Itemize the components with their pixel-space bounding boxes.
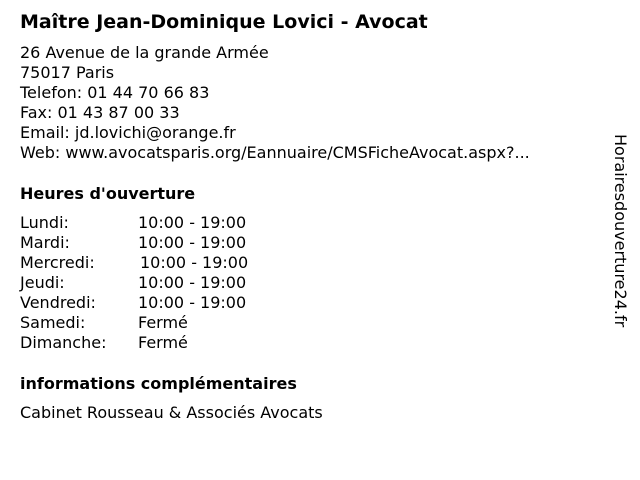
day-label: Vendredi: (20, 293, 96, 312)
email-label: Email: (20, 123, 75, 142)
hours-row-wednesday (20, 253, 248, 273)
day-hours: 10:00 - 19:00 (138, 213, 247, 232)
day-label: Mardi: (20, 233, 70, 252)
phone-line: Telefon: 01 44 70 66 83 (20, 83, 210, 102)
info-text: Cabinet Rousseau & Associés Avocats (20, 403, 323, 422)
page-title: Maître Jean-Dominique Lovici - Avocat (20, 11, 428, 33)
hours-row-sunday (20, 333, 248, 353)
address-street: 26 Avenue de la grande Armée (20, 43, 269, 62)
day-label: Jeudi: (20, 273, 65, 292)
day-hours: 10:00 - 19:00 (138, 293, 247, 312)
day-label: Samedi: (20, 313, 86, 332)
day-label: Mercredi: (20, 253, 95, 272)
day-hours: 10:00 - 19:00 (138, 273, 247, 292)
contact-block (20, 43, 530, 163)
day-label: Lundi: (20, 213, 69, 232)
web-line (20, 143, 530, 163)
day-label: Dimanche: (20, 333, 107, 352)
day-hours: Fermé (138, 313, 188, 332)
hours-row-saturday (20, 313, 248, 333)
web-link[interactable]: www.avocatsparis.org/Eannuaire/CMSFicheAvocat.aspx?... (65, 143, 530, 162)
hours-table (20, 213, 248, 353)
day-hours: 10:00 - 19:00 (138, 233, 247, 252)
hours-heading: Heures d'ouverture (20, 184, 196, 203)
site-watermark: Horairesdouverture24.fr (611, 134, 630, 328)
web-label: Web: (20, 143, 66, 162)
email-line (20, 123, 530, 143)
info-heading: informations complémentaires (20, 374, 297, 393)
fax-line: Fax: 01 43 87 00 33 (20, 103, 180, 122)
hours-row-friday (20, 293, 248, 313)
hours-row-monday (20, 213, 248, 233)
hours-row-tuesday (20, 233, 248, 253)
day-hours: 10:00 - 19:00 (140, 253, 249, 272)
email-link[interactable]: jd.lovichi@orange.fr (74, 123, 236, 142)
hours-row-thursday (20, 273, 248, 293)
day-hours: Fermé (138, 333, 188, 352)
address-city: 75017 Paris (20, 63, 115, 82)
